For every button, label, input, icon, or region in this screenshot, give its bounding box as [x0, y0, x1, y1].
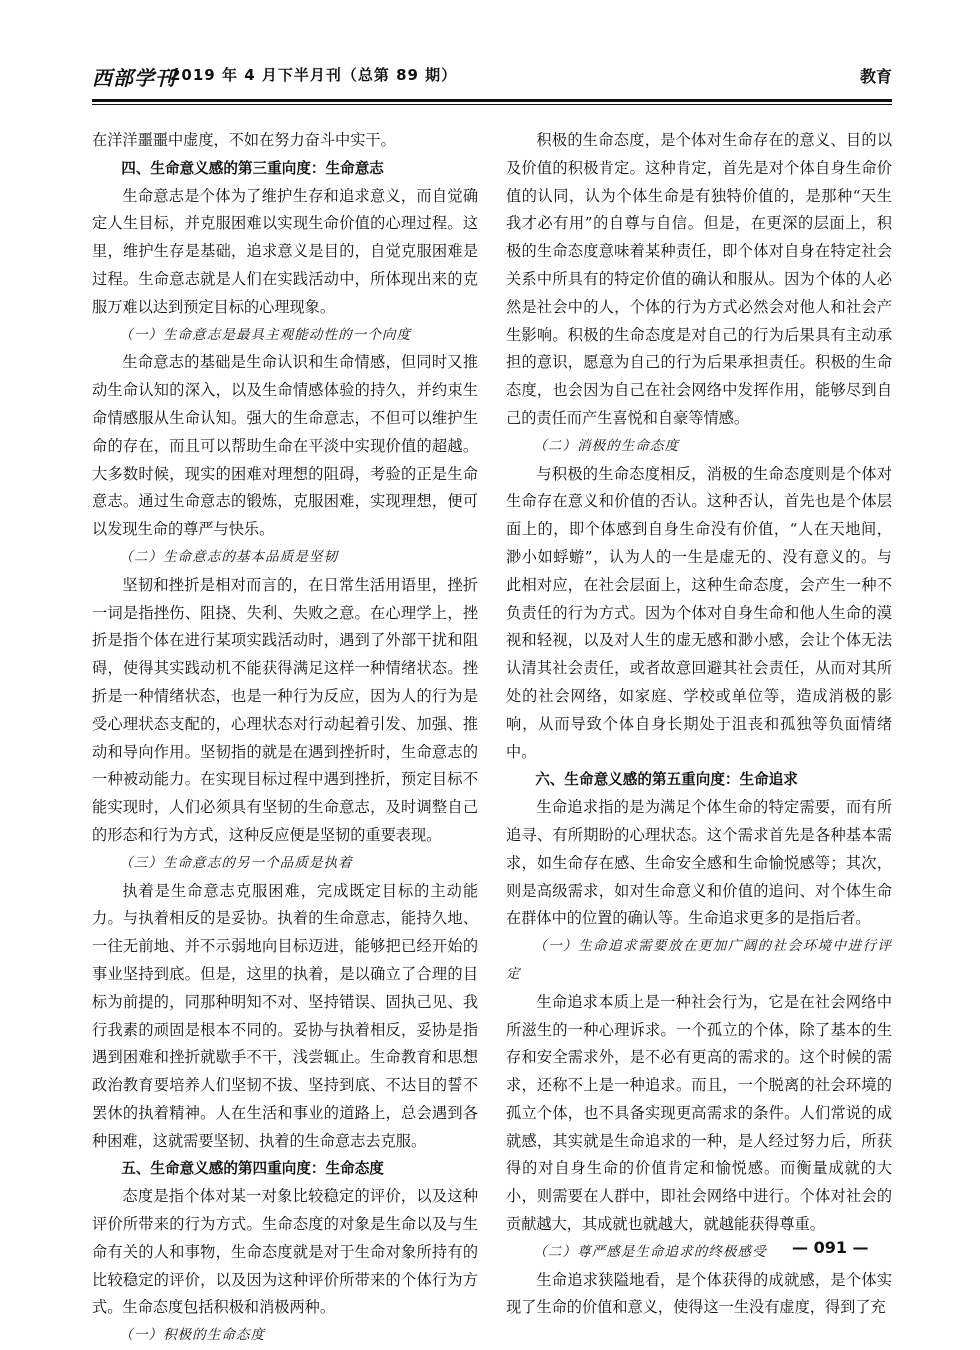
page-number: — 091 — [792, 1238, 869, 1257]
page-header [92, 60, 892, 100]
paragraph: 生命意志是个体为了维护生存和追求意义，而自觉确定人生目标，并克服困难以实现生命价值的心理过程。这里，维护生存是基础，追求意义是目的，自觉克服困难是过程。生命意志就是人们在实践活动中，所体现出来的克服万难以达到预定目标的心理现象。 [92, 186, 478, 316]
paragraph: 生命追求本质上是一种社会行为，它是在社会网络中所滋生的一种心理诉求。一个孤立的个体，除了基本的生存和安全需求外，是不必有更高的需求的。这个时候的需求，还称不上是一种追求。而且，一个脱离的社会环境的孤立个体，也不具备实现更高需求的条件。人们常说的成就感，其实就是生命追求的一种，是人经过努力后，所获得的对自身生命的价值肯定和愉悦感。而衡量成就的大小，则需要在人群中，即社会网络中进行。个体对社会的贡献越大，其成就也就越大，就越能获得尊重。 [506, 992, 892, 1234]
subsection-heading: （二）消极的生命态度 [533, 437, 680, 454]
subsection-heading: （三）生命意志的另一个品质是执着 [119, 854, 353, 871]
subsection-heading: （二）生命意志的基本品质是坚韧 [119, 548, 339, 565]
subsection-heading: （一）生命追求需要放在更加广阔的社会环境中进行评定 [506, 938, 892, 982]
section-heading: 六、生命意义感的第五重向度：生命追求 [535, 771, 798, 789]
subsection-heading: （二）尊严感是生命追求的终极感受 [533, 1243, 767, 1260]
paragraph: 生命追求狭隘地看，是个体获得的成就感，是个体实现了生命的价值和意义，使得这一生没有虚度，得到了充 [506, 1270, 892, 1317]
paragraph: 积极的生命态度，是个体对生命存在的意义、目的以及价值的积极肯定。这种肯定，首先是对个体自身生命价值的认同，认为个体生命是有独特价值的，是那种“天生我才必有用”的自尊与自信。但是，在更深的层面上，积极的生命态度意味着某种责任，即个体对自身在特定社会关系中所具有的特定价值的确认和服从。因为个体的人必然是社会中的人，个体的行为方式必然会对他人和社会产生影响。积极的生命态度是对自己的行为后果具有主动承担的意识，愿意为自己的行为后果承担责任。积极的生命态度，也会因为自己在社会网络中发挥作用，能够尽到自己的责任而产生喜悦和自豪等情感。 [506, 131, 892, 427]
header-rule-thick [92, 99, 892, 102]
issue-info: 2019 年 4 月下半月刊（总第 89 期） [170, 66, 458, 84]
paragraph: 执着是生命意志克服困难，完成既定目标的主动能力。与执着相反的是妥协。执着的生命意志，能持久地、一往无前地、并不示弱地向目标迈进，能够把已经开始的事业坚持到底。但是，这里的执着，是以确立了合理的目标为前提的，同那种明知不对、坚持错误、固执己见、我行我素的顽固是根本不同的。妥协与执着相反，妥协是指遇到困难和挫折就歇手不干，浅尝辄止。生命教育和思想政治教育要培养人们坚韧不拔、坚持到底、不达目的誓不罢休的执着精神。人在生活和事业的道路上，总会遇到各种困难，这就需要坚韧、执着的生命意志去克服。 [92, 881, 478, 1150]
header-rule-thin [92, 104, 892, 105]
journal-logo: 西部学刊 [92, 66, 176, 90]
paragraph: 态度是指个体对某一对象比较稳定的评价，以及这种评价所带来的行为方式。生命态度的对象是生命以及与生命有关的人和事物，生命态度就是对于生命对象所持有的比较稳定的评价，以及因为这种评价所带来的个体行为方式。生命态度包括积极和消极两种。 [92, 1187, 478, 1317]
section-heading: 五、生命意义感的第四重向度：生命态度 [121, 1160, 384, 1178]
subsection-heading: （一）生命意志是最具主观能动性的一个向度 [119, 326, 412, 343]
paragraph: 生命意志的基础是生命认识和生命情感，但同时又推动生命认知的深入，以及生命情感体验的持久，并约束生命情感服从生命认知。强大的生命意志，不但可以维护生命的存在，而且可以帮助生命在平淡中实现价值的超越。大多数时候，现实的困难对理想的阻碍，考验的正是生命意志。通过生命意志的锻炼，克服困难，实现理想，便可以发现生命的尊严与快乐。 [92, 353, 478, 539]
section-label: 教育 [859, 67, 892, 86]
paragraph: 与积极的生命态度相反，消极的生命态度则是个体对生命存在意义和价值的否认。这种否认，首先也是个体层面上的，即个体感到自身生命没有价值，“人在天地间，渺小如蜉蝣”，认为人的一生是虚无的、没有意义的。与此相对应，在社会层面上，这种生命态度，会产生一种不负责任的行为方式。因为个体对自身生命和他人生命的漠视和轻视，以及对人生的虚无感和渺小感，会让个体无法认清其社会责任，或者故意回避其社会责任，从而对其所处的社会网络，如家庭、学校或单位等，造成消极的影响，从而导致个体自身长期处于沮丧和孤独等负面情绪中。 [506, 464, 892, 761]
section-heading: 四、生命意义感的第三重向度：生命意志 [121, 159, 384, 177]
paragraph: 坚韧和挫折是相对而言的，在日常生活用语里，挫折一词是指挫伤、阻挠、失利、失败之意。在心理学上，挫折是指个体在进行某项实践活动时，遇到了外部干扰和阻碍，使得其实践动机不能获得满足这样一种情绪状态。挫折是一种情绪状态，也是一种行为反应，因为人的行为是受心理状态支配的，心理状态对行动起着引发、加强、推动和导向作用。坚韧指的就是在遇到挫折时，生命意志的一种被动能力。在实现目标过程中遇到挫折，预定目标不能实现时，人们必须具有坚韧的生命意志，及时调整自己的形态和行为方式，这种反应便是坚韧的重要表现。 [92, 575, 478, 844]
subsection-heading: （一）积极的生命态度 [119, 1327, 266, 1344]
paragraph: 在洋洋噩噩中虚度，不如在努力奋斗中实干。 [92, 131, 396, 149]
paragraph: 生命追求指的是为满足个体生命的特定需要，而有所追寻、有所期盼的心理状态。这个需求首先是各种基本需求，如生命存在感、生命安全感和生命愉悦感等；其次，则是高级需求，如对生命意义和价值的追问、对个体生命在群体中的位置的确认等。生命追求更多的是指后者。 [506, 798, 892, 928]
left-column [92, 127, 478, 1344]
